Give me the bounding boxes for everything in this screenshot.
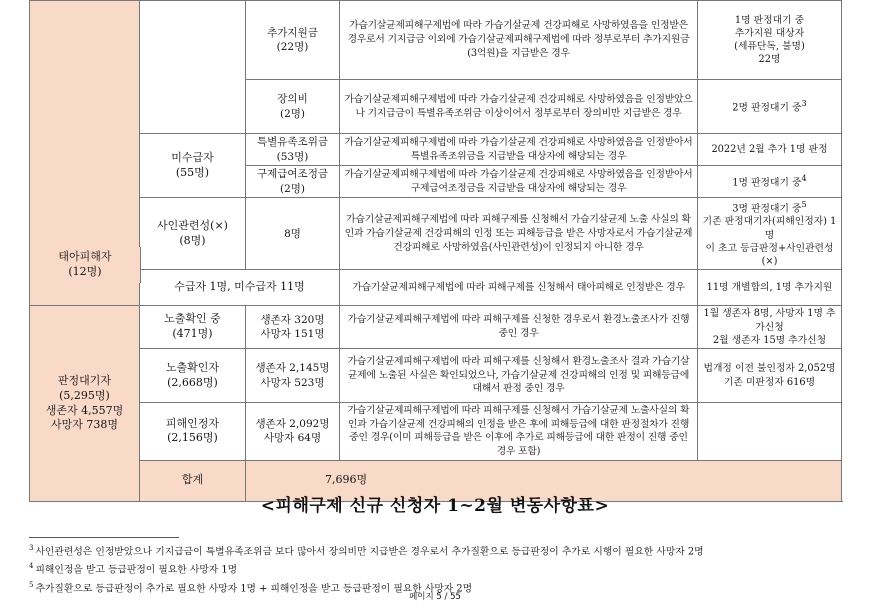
note-line: 법개정 이전 불인정자 2,052명 <box>703 363 836 375</box>
extra-support-desc: 가습기살균제피해구제법에 따라 가습기살균제 건강피해로 사망하였음을 인정받은 경우로서 기지급금 이외에 가습기살균제피해구제법에 따라 정부로부터 추가지원금(3억원)을 지급받은 경우 <box>340 1 698 80</box>
exposure-pending-desc: 가습기살균제피해구제법에 따라 피해구제를 신청한 경우로서 환경노출조사가 진행 중인 경우 <box>340 306 698 349</box>
table-row <box>30 403 842 461</box>
funeral-desc: 가습기살균제피해구제법에 따라 가습기살균제 건강피해로 사망하였음을 인정받았으나 기지급금이 특별유족조위금 이상이어서 정부로부터 장의비만 지급받은 경우 <box>340 80 698 134</box>
table-row <box>30 306 842 349</box>
exposure-confirmed-desc: 가습기살균제피해구제법에 따라 피해구제를 신청해서 환경노출조사 결과 가습기살균제에 노출된 사실은 확인되었으나, 가습기살균제 건강피해의 인정 및 피해등급에 대해서 판정 중인 경우 <box>340 349 698 403</box>
fetal-label-block <box>30 247 141 283</box>
note-line: 추가지원 대상자 <box>734 27 805 39</box>
exposure-pending-count: (471명) <box>172 327 213 341</box>
page-number: 페이지 5 / 55 <box>409 592 461 602</box>
exposure-pending-split <box>246 306 340 349</box>
special-condolence-desc: 가습기살균제피해구제법에 따라 가습기살균제 건강피해로 사망하였음을 인정받아서 특별유족조위금을 지급받을 대상자에 해당되는 경우 <box>340 134 698 166</box>
special-condolence-label: 특별유족조위금 <box>256 136 328 149</box>
page-title: <피해구제 신규 신청자 1~2월 변동사항표> <box>260 496 610 516</box>
note-line: 1명 판정대기 중 <box>734 14 805 26</box>
death-relation-label: 사인관련성(×) <box>157 218 228 232</box>
table-row <box>30 134 842 166</box>
footnote-number: 5 <box>29 580 34 589</box>
note-line: 기존 미판정자 616명 <box>723 376 816 388</box>
exposure-confirmed-cell <box>140 349 246 403</box>
continued-subcategory-cell <box>140 1 246 134</box>
damage-recognized-desc: 가습기살균제피해구제법에 따라 피해구제를 신청해서 가습기살균제 노출사실의 확인과 가습기살균제 건강피해의 인정을 받은 후에 피해등급에 대한 판정절차가 진행 중인 경우(이미 피해등급을 받은 이후에 추가로 피해등급에 대한 판정이 진행 중인 경우 포함) <box>340 403 698 461</box>
relief-adjust-count: (2명) <box>279 182 306 195</box>
extra-support-note <box>698 1 842 80</box>
footnote-number: 4 <box>29 562 34 571</box>
extra-support-label: 추가지원금 <box>267 26 318 39</box>
exposure-confirmed-label: 노출확인자 <box>165 360 220 374</box>
fetal-label: 태아피해자 <box>58 250 112 264</box>
fetal-count: (12명) <box>68 265 102 278</box>
unpaid-group-cell <box>140 134 246 198</box>
special-condolence-count: (53명) <box>276 150 309 163</box>
alive-count: 생존자 2,092명 <box>255 418 330 431</box>
death-relation-desc: 가습기살균제피해구제법에 따라 피해구제를 신청해서 가습기살균제 노출 사실의 확인과 가습기살균제 건강피해의 인정 또는 피해등급을 받은 사망자로서 가습기살균제 건강피해로 사망하였음(사인관련성)이 인정되지 아니한 경우 <box>340 198 698 270</box>
unpaid-group-count: (55명) <box>175 165 210 179</box>
death-relation-count: (8명) <box>179 233 206 247</box>
dead-count: 사망자 151명 <box>260 328 325 341</box>
note-text: 2명 판정대기 중 <box>732 102 802 114</box>
exposure-confirmed-split <box>246 349 340 403</box>
total-label: 합계 <box>140 460 246 501</box>
death-relation-sub: 8명 <box>246 198 340 270</box>
note-line: 이 초고 등급판정+사인관련성(×) <box>705 242 834 268</box>
table-row <box>30 349 842 403</box>
relief-adjust-label: 구제급여조정금 <box>256 168 328 181</box>
footnote-ref: 5 <box>801 199 807 209</box>
total-value: 7,696명 <box>246 460 842 501</box>
footnote-number: 3 <box>29 544 34 552</box>
damage-recognized-split <box>246 403 340 461</box>
note-line: (세퓨단독, 불명) <box>734 41 805 52</box>
footnote-divider <box>29 537 179 538</box>
footnotes <box>29 541 841 596</box>
note-line: 기존 판정대기자(피해인정자) 1명 <box>702 216 837 241</box>
footnote <box>29 559 841 577</box>
note-line: 3명 판정대기 중 <box>732 203 802 215</box>
footnote <box>29 541 841 559</box>
footnote-ref: 4 <box>801 173 807 184</box>
footnote-text: 추가질환으로 등급판정이 추가로 필요한 사망자 1명 + 피해인정을 받고 등급판정이 필요한 사망자 2명 <box>35 582 473 594</box>
alive-count: 생존자 2,145명 <box>255 362 330 375</box>
relief-adjust-label-cell <box>246 166 340 198</box>
damage-recognized-count: (2,156명) <box>167 431 218 445</box>
dead-count: 사망자 64명 <box>263 432 322 445</box>
pending-alive: 생존자 4,557명 <box>45 403 124 417</box>
extra-support-count: (22명) <box>276 41 309 53</box>
funeral-label: 장의비 <box>277 93 308 106</box>
death-relation-cell <box>140 198 246 270</box>
table-row <box>30 198 842 270</box>
dead-count: 사망자 523명 <box>260 376 325 389</box>
exposure-pending-label: 노출확인 중 <box>164 312 221 326</box>
fetal-desc: 가습기살균제피해구제법에 따라 피해구제를 신청해서 태아피해로 인정받은 경우 <box>340 270 698 306</box>
exposure-pending-cell <box>140 306 246 349</box>
footnote-text: 사인관련성은 인정받았으나 기지급금이 특별유족조위금 보다 많아서 장의비만 지급받은 경우로서 추가질환으로 등급판정이 추가로 시행이 필요한 사망자 2명 <box>35 546 704 558</box>
footnote-ref: 3 <box>801 98 807 109</box>
relief-adjust-desc: 가습기살균제피해구제법에 따라 가습기살균제 건강피해로 사망하였음을 인정받아서 구제급여조정금을 지급받을 대상자에 해당되는 경우 <box>340 166 698 198</box>
pending-dead: 사망자 738명 <box>51 418 118 432</box>
note-line: 2월 생존자 15명 추가신청 <box>712 334 827 346</box>
pending-count: (5,295명) <box>59 388 110 402</box>
note-line: 1월 생존자 8명, 사망자 1명 추가신청 <box>703 308 836 333</box>
exposure-pending-note <box>698 306 842 349</box>
damage-recognized-label: 피해인정자 <box>165 416 220 430</box>
footnote-text: 피해인정을 받고 등급판정이 필요한 사망자 1명 <box>35 564 238 576</box>
note-line: 22명 <box>758 54 781 66</box>
funeral-label-cell <box>246 80 340 134</box>
exposure-confirmed-note <box>698 349 842 403</box>
fetal-sub-cell: 수급자 1명, 미수급자 11명 <box>140 270 340 306</box>
special-condolence-label-cell <box>246 134 340 166</box>
funeral-count: (2명) <box>279 107 306 120</box>
damage-recognized-cell <box>140 403 246 461</box>
death-relation-note <box>698 198 842 270</box>
relief-adjust-note <box>698 166 842 198</box>
pending-group-cell <box>30 306 140 501</box>
fetal-note: 11명 개별합의, 1명 추가지원 <box>698 270 842 306</box>
table-row <box>30 1 842 80</box>
exposure-confirmed-count: (2,668명) <box>167 375 218 389</box>
table-row <box>30 270 842 306</box>
funeral-note <box>698 80 842 134</box>
damage-recognized-note <box>698 403 842 461</box>
special-condolence-note: 2022년 2월 추가 1명 판정 <box>698 134 842 166</box>
unpaid-group-label: 미수급자 <box>171 150 214 164</box>
pending-label: 판정대기자 <box>57 373 112 387</box>
alive-count: 생존자 320명 <box>260 314 325 327</box>
victim-status-table <box>29 0 842 502</box>
note-text: 1명 판정대기 중 <box>732 177 802 189</box>
extra-support-label-cell <box>246 1 340 80</box>
